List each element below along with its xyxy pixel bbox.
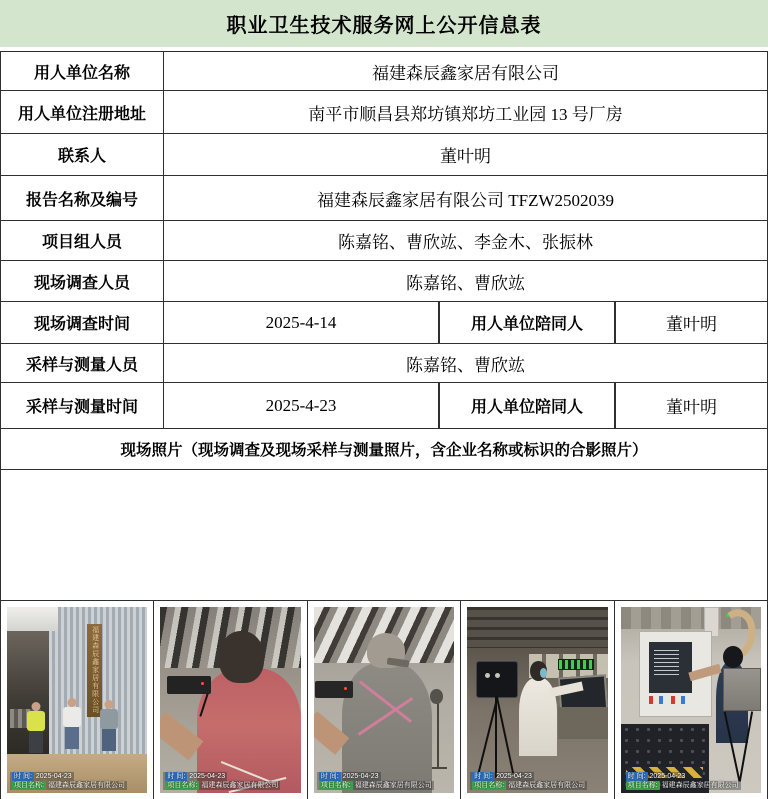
- device-indicator-light: [344, 687, 347, 690]
- roof-trusses: [467, 607, 607, 648]
- table-row-registered-address: [1, 91, 767, 134]
- project-chip: 项目名称:: [167, 782, 198, 789]
- screen-text-lines: [654, 650, 679, 678]
- row-value-date: 2025-4-23: [164, 383, 440, 428]
- machine-buttons: [649, 696, 693, 703]
- project-value: 福建森辰鑫家居有限公司: [47, 782, 125, 789]
- row-label: 联系人: [1, 134, 164, 175]
- project-chip: 项目名称:: [627, 782, 658, 789]
- photo-4-dust-sampling: [467, 607, 607, 793]
- row-label: 用人单位注册地址: [1, 91, 164, 133]
- company-sign: 福建森辰鑫家居有限公司: [87, 624, 102, 717]
- worker-hair: [219, 631, 264, 683]
- awning: [7, 607, 58, 631]
- photo-timestamp: [317, 772, 434, 790]
- noise-meter-device: [167, 676, 211, 695]
- photos-row: [1, 601, 767, 799]
- photo-timestamp: [163, 772, 280, 790]
- row-label: 报告名称及编号: [1, 176, 164, 220]
- time-chip: 时 间:: [474, 773, 493, 780]
- device-indicator-light: [201, 682, 204, 685]
- row-value: 董叶明: [440, 147, 491, 166]
- photo-cell-3: [308, 601, 461, 799]
- page-title: 职业卫生技术服务网上公开信息表: [226, 15, 542, 37]
- info-table: [0, 51, 768, 799]
- photo-5-cnc-sampling: [621, 607, 761, 793]
- time-chip: 时 间:: [320, 773, 339, 780]
- fan-pole: [437, 700, 439, 767]
- sampler-box: [476, 661, 519, 698]
- companion-label: 用人单位陪同人: [440, 302, 616, 343]
- table-row-site-survey-date: [1, 302, 767, 344]
- row-label: 用人单位名称: [1, 52, 164, 90]
- companion-label: 用人单位陪同人: [440, 383, 616, 428]
- time-chip: 时 间:: [627, 773, 646, 780]
- machine-body: [558, 707, 607, 739]
- fan-head: [430, 689, 443, 704]
- sampler-dial: [495, 673, 500, 678]
- machine-screen: [649, 642, 693, 692]
- photo-cell-1: [1, 601, 154, 799]
- row-value-date: 2025-4-14: [164, 302, 440, 343]
- photos-blank-area: [1, 470, 767, 601]
- time-value: 2025-04-23: [496, 773, 532, 780]
- table-row-project-team: [1, 221, 767, 261]
- person-hi-vis-vest: [27, 702, 45, 754]
- title-bar: [0, 0, 768, 47]
- table-row-photos-header: [1, 429, 767, 470]
- time-chip: 时 间:: [167, 773, 186, 780]
- row-label: 采样与测量时间: [1, 383, 164, 428]
- row-label: 现场调查时间: [1, 302, 164, 343]
- row-label: 采样与测量人员: [1, 344, 164, 382]
- sampler-box: [723, 668, 761, 711]
- project-value: 福建森辰鑫家居有限公司: [201, 782, 279, 789]
- row-value: 陈嘉铭、曹欣竑、李金木、张振林: [338, 233, 593, 252]
- photo-timestamp: [10, 772, 127, 790]
- time-value: 2025-04-23: [35, 773, 72, 780]
- project-value: 福建森辰鑫家居有限公司: [354, 782, 432, 789]
- green-led-display: [558, 659, 594, 670]
- row-value: 福建森辰鑫家居有限公司 TFZW2502039: [316, 190, 615, 210]
- photo-cell-5: [615, 601, 767, 799]
- time-value: 2025-04-23: [189, 773, 226, 780]
- row-label: 项目组人员: [1, 221, 164, 260]
- time-value: 2025-04-23: [342, 773, 379, 780]
- noise-meter-device: [315, 681, 353, 698]
- row-label: 现场调查人员: [1, 261, 164, 301]
- table-row-employer-name: [1, 52, 767, 91]
- time-value: 2025-04-23: [649, 773, 686, 780]
- companion-value: 董叶明: [666, 315, 717, 334]
- photo-2-noise-measurement: [160, 607, 300, 793]
- tripod-leg: [495, 696, 497, 778]
- table-row-report-name-number: [1, 176, 767, 221]
- row-value: 陈嘉铭、曹欣竑: [406, 355, 525, 375]
- photo-3-noise-measurement: [314, 607, 454, 793]
- row-value: 南平市顺昌县郑坊镇郑坊工业园 13 号厂房: [308, 104, 623, 124]
- row-value: 福建森辰鑫家居有限公司: [372, 63, 559, 83]
- worker-mask: [540, 668, 547, 677]
- photos-section-title: 现场照片（现场调查及现场采样与测量照片，含企业名称或标识的合影照片）: [120, 442, 648, 459]
- project-chip: 项目名称:: [474, 782, 505, 789]
- time-chip: 时 间:: [14, 773, 32, 780]
- photo-timestamp: [624, 772, 741, 790]
- project-chip: 项目名称:: [320, 782, 351, 789]
- project-chip: 项目名称:: [14, 782, 44, 789]
- photo-cell-4: [461, 601, 614, 799]
- table-row-sampling-date: [1, 383, 767, 429]
- photo-cell-2: [154, 601, 307, 799]
- photo-timestamp: [470, 772, 587, 790]
- worker-cap: [723, 646, 743, 668]
- person-white-shirt: [63, 698, 81, 750]
- photo-1-group-photo: [7, 607, 147, 793]
- table-row-contact-person: [1, 134, 767, 176]
- companion-value: 董叶明: [666, 398, 717, 417]
- table-row-site-survey-personnel: [1, 261, 767, 302]
- project-value: 福建森辰鑫家居有限公司: [508, 782, 586, 789]
- table-row-sampling-personnel: [1, 344, 767, 383]
- person-gray-shirt: [100, 700, 118, 752]
- row-value: 陈嘉铭、曹欣竑: [406, 273, 525, 293]
- project-value: 福建森辰鑫家居有限公司: [661, 782, 739, 789]
- sampler-dial: [485, 673, 490, 678]
